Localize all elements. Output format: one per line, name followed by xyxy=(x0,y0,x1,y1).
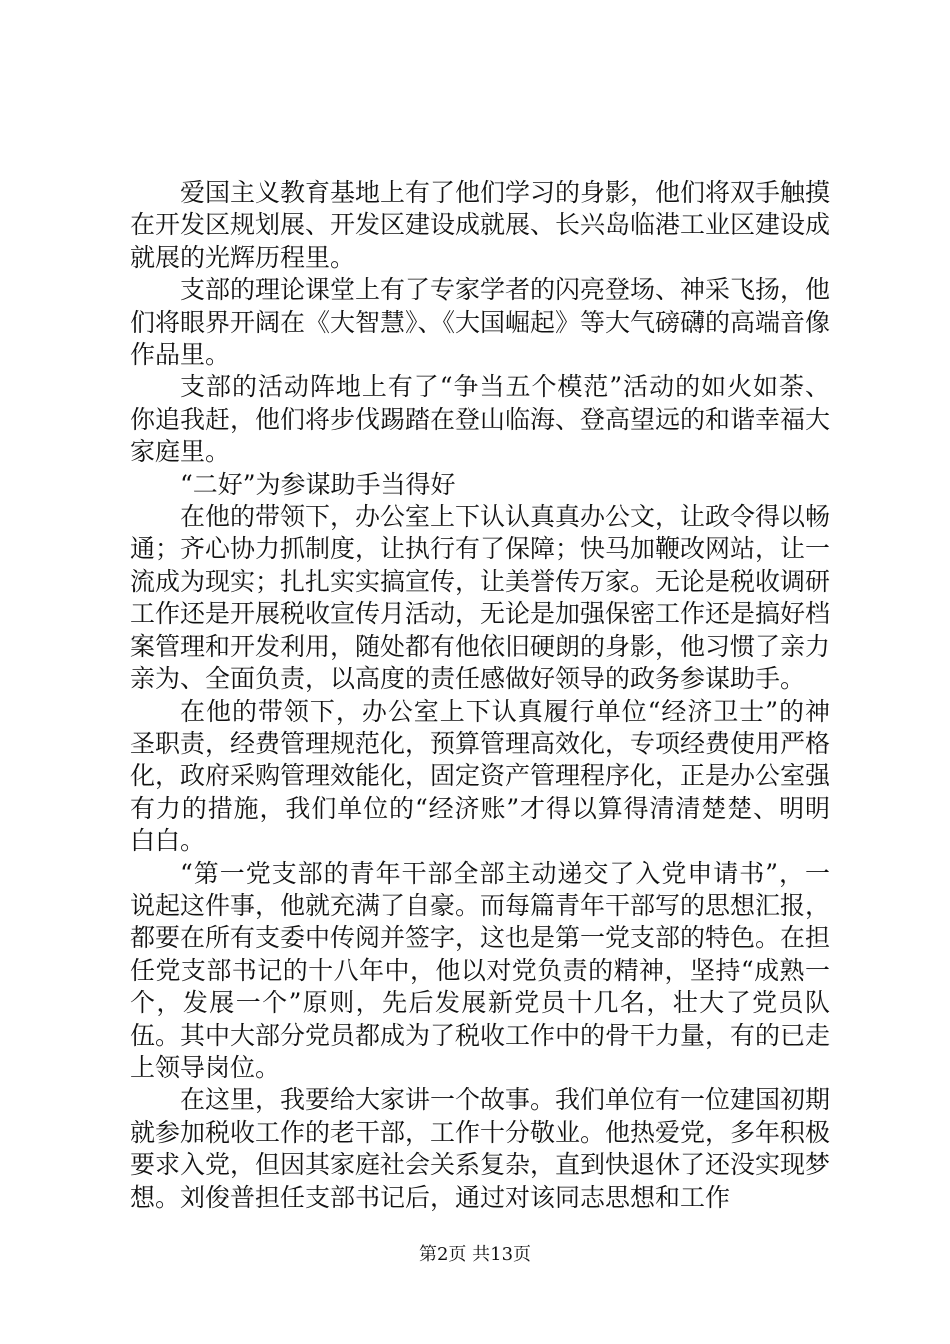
paragraph-1: 爱国主义教育基地上有了他们学习的身影，他们将双手触摸在开发区规划展、开发区建设成就展、长兴岛临港工业区建设成就展的光辉历程里。 xyxy=(130,178,831,272)
section-heading: “二好”为参谋助手当得好 xyxy=(180,469,456,499)
paragraph-4: 在他的带领下，办公室上下认认真真办公文，让政令得以畅通；齐心协力抓制度，让执行有了保障；快马加鞭改网站，让一流成为现实；扎扎实实搞宣传，让美誉传万家。无论是税收调研工作还是开展税收宣传月活动，无论是加强保密工作还是搞好档案管理和开发利用，随处都有他依旧硬朗的身影，他习惯了亲力亲为、全面负责，以高度的责任感做好领导的政务参谋助手。 xyxy=(130,502,831,694)
paragraph-5: 在他的带领下，办公室上下认真履行单位“经济卫士”的神圣职责，经费管理规范化，预算管理高效化，专项经费使用严格化，政府采购管理效能化，固定资产管理程序化，正是办公室强有力的措施，我们单位的“经济账”才得以算得清清楚楚、明明白白。 xyxy=(130,696,831,856)
paragraph-7: 在这里，我要给大家讲一个故事。我们单位有一位建国初期就参加税收工作的老干部，工作十分敬业。他热爱党，多年积极要求入党，但因其家庭社会关系复杂，直到快退休了还没实现梦想。刘俊普担任支部书记后，通过对该同志思想和工作 xyxy=(130,1085,831,1212)
paragraph-6: “第一党支部的青年干部全部主动递交了入党申请书”，一说起这件事，他就充满了自豪。而每篇青年干部写的思想汇报，都要在所有支委中传阅并签字，这也是第一党支部的特色。在担任党支部书记的十八年中，他以对党负责的精神，坚持“成熟一个，发展一个”原则，先后发展新党员十几名，壮大了党员队伍。其中大部分党员都成为了税收工作中的骨干力量，有的已走上领导岗位。 xyxy=(130,858,831,1082)
paragraph-3: 支部的活动阵地上有了“争当五个模范”活动的如火如荼、你追我赶，他们将步伐踢踏在登山临海、登高望远的和谐幸福大家庭里。 xyxy=(130,372,831,467)
document-body xyxy=(130,177,830,1214)
page-number: 第2页 共13页 xyxy=(418,1244,532,1265)
paragraph-2: 支部的理论课堂上有了专家学者的闪亮登场、神采飞扬，他们将眼界开阔在《大智慧》、《大国崛起》等大气磅礴的高端音像作品里。 xyxy=(130,275,831,370)
page-footer xyxy=(0,1244,950,1266)
